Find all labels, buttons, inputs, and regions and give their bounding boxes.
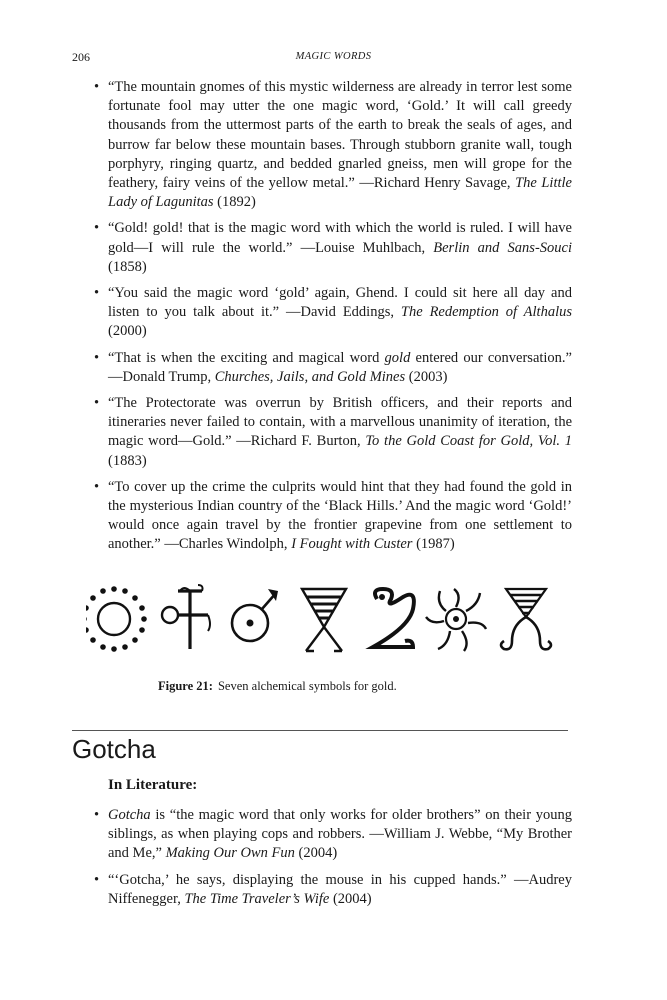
running-head: MAGIC WORDS [295, 51, 372, 62]
list-item [94, 78, 572, 212]
figure-label: Figure 21: [158, 679, 213, 693]
italic-title-text: The Time Traveler’s Wife [184, 890, 330, 907]
list-item [94, 806, 572, 864]
quote-text: is “the magic word that only works for older brothers” on their young siblings, as when playing cops and robbers. —William J. Webbe, “My Brother and Me,” [108, 807, 572, 862]
alchemical-symbols-svg [86, 583, 564, 655]
alchemical-symbols-figure [86, 583, 564, 655]
italic-title-text: Churches, Jails, and Gold Mines [214, 368, 406, 385]
quote-text: (1892) [213, 194, 256, 211]
quote-text: (1883) [108, 452, 147, 469]
italic-title-text: I Fought with Custer [291, 536, 413, 553]
banded-triangle-loops-icon [501, 589, 551, 649]
section-divider [72, 730, 568, 731]
list-item [94, 871, 572, 909]
quote-text: (2004) [294, 845, 338, 862]
italic-title-text: To the Gold Coast for Gold, Vol. 1 [365, 433, 572, 450]
sun-dotted-circle-icon [86, 586, 147, 652]
italic-title-text: gold [384, 349, 411, 366]
list-item [94, 478, 572, 555]
list-item [94, 394, 572, 471]
list-item [94, 349, 572, 387]
page-number: 206 [72, 50, 90, 64]
section-title: Gotcha [72, 734, 156, 764]
quote-text: “Gold! gold! that is the magic word with which the world is ruled. I will have gold—I will rule the world.” —Louise Muhlbach, [108, 220, 572, 256]
quote-text: (2003) [405, 368, 448, 385]
gold-quote-list [94, 78, 572, 562]
quote-text: “‘Gotcha,’ he says, displaying the mouse in his cupped hands.” —Audrey Niffenegger, [108, 871, 572, 907]
italic-title-text: Berlin and Sans-Souci [433, 239, 572, 256]
quote-text: “The mountain gnomes of this mystic wilderness are already in terror lest some fortunate fool may utter the one magic word, ‘Gold.’ It will call greedy thousands from the uttermost parts of the earth to break the seals of ages, and burrow far below these mountain bases. Through stubborn granite wall, tough porphyry, ringing quartz, and bedded gnarled gneiss, men will grope for the feathery, fairy veins of the yellow metal.” —Richard Henry Savage, [108, 79, 572, 192]
italic-title-text: The Little Lady of Lagunitas [108, 175, 572, 211]
quote-text: entered our conversation.” —Donald Trump, [108, 349, 572, 385]
list-item [94, 219, 572, 277]
list-item [94, 284, 572, 342]
quote-text: (2000) [108, 323, 147, 340]
quote-text: (2004) [329, 890, 372, 907]
gotcha-quote-list [94, 806, 572, 916]
figure-caption [158, 679, 397, 694]
sub-heading: In Literature: [108, 777, 198, 793]
quote-text: “You said the magic word ‘gold’ again, Ghend. I could sit here all day and listen to you talk about it.” —David Eddings, [108, 285, 572, 321]
figure-caption-text: Seven alchemical symbols for gold. [217, 679, 397, 693]
radiant-sun-icon [426, 589, 486, 651]
circle-arrow-icon [232, 589, 278, 641]
quote-text: (1987) [412, 536, 455, 553]
swirl-two-icon [373, 589, 414, 647]
quote-text: (1858) [108, 258, 147, 275]
triangle-banded-icon [302, 589, 346, 651]
italic-title-text: Gotcha [108, 807, 151, 823]
quote-text: “To cover up the crime the culprits would hint that they had found the gold in the mysterious Indian country of the ‘Black Hills.’ And the magic word ‘Gold!’ would once again travel by the frontier grapevine from one settlement to another.” —Charles Windolph, [108, 478, 572, 553]
italic-title-text: Making Our Own Fun [165, 845, 295, 862]
quote-text: “That is when the exciting and magical word [108, 349, 385, 366]
quote-text: “The Protectorate was overrun by British officers, and their reports and itineraries never failed to contain, with a marvellous unanimity of iteration, the magic word—Gold.” —Richard F. Burton, [108, 395, 572, 450]
italic-title-text: The Redemption of Althalus [400, 304, 572, 321]
circle-cross-icon [162, 585, 210, 649]
